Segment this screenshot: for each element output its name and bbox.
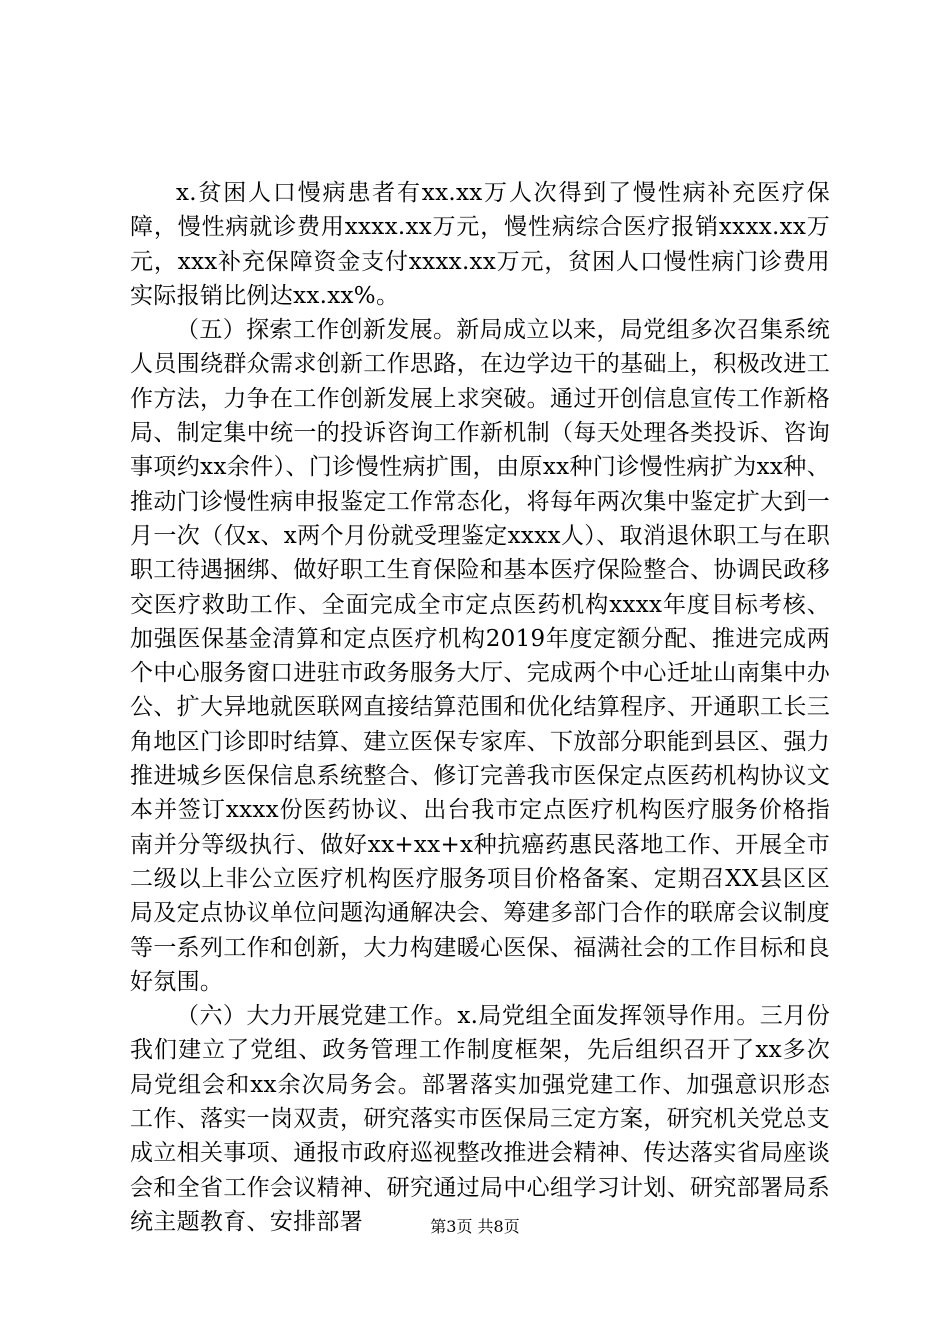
paragraph-work-innovation: （五）探索工作创新发展。新局成立以来，局党组多次召集系统人员围绕群众需求创新工作思路，在边学边干的基础上，积极改进工作方法，力争在工作创新发展上求突破。通过开创信息宣传工作新格局、制定集中统一的投诉咨询工作新机制（每天处理各类投诉、咨询事项约xx余件）、门诊慢性病扩围，由原xx种门诊慢性病扩为xx种、推动门诊慢性病申报鉴定工作常态化，将每年两次集中鉴定扩大到一月一次（仅x、x两个月份就受理鉴定xxxx人）、取消退休职工与在职职工待遇捆绑、做好职工生育保险和基本医疗保险整合、协调民政移交医疗救助工作、全面完成全市定点医药机构xxxx年度目标考核、加强医保基金清算和定点医疗机构2019年度定额分配、推进完成两个中心服务窗口进驻市政务服务大厅、完成两个中心迁址山南集中办公、扩大异地就医联网直接结算范围和优化结算程序、开通职工长三角地区门诊即时结算、建立医保专家库、下放部分职能到县区、强力推进城乡医保信息系统整合、修订完善我市医保定点医药机构协议文本并签订xxxx份医药协议、出台我市定点医疗机构医疗服务价格指南并分等级执行、做好xx+xx+x种抗癌药惠民落地工作、开展全市二级以上非公立医疗机构医疗服务项目价格备案、定期召XX县区区局及定点协议单位问题沟通解决会、筹建多部门合作的联席会议制度等一系列工作和创新，大力构建暖心医保、福满社会的工作目标和良好氛围。 [130, 317, 830, 995]
document-body [130, 176, 830, 1239]
paragraph-poverty-chronic-disease: x.贫困人口慢病患者有xx.xx万人次得到了慢性病补充医疗保障，慢性病就诊费用xxxx.xx万元，慢性病综合医疗报销xxxx.xx万元，xxx补充保障资金支付xxxx.xx万元，贫困人口慢性病门诊费用实际报销比例达xx.xx%。 [130, 180, 830, 309]
paragraph-party-building: （六）大力开展党建工作。x.局党组全面发挥领导作用。三月份我们建立了党组、政务管理工作制度框架，先后组织召开了xx多次局党组会和xx余次局务会。部署落实加强党建工作、加强意识形态工作、落实一岗双责，研究落实市医保局三定方案，研究机关党总支成立相关事项、通报市政府巡视整改推进会精神、传达落实省局座谈会和全省工作会议精神、研究通过局中心组学习计划、研究部署局系统主题教育、安排部署 [130, 1003, 830, 1235]
page-number-footer: 第3页 共8页 [430, 1217, 520, 1236]
